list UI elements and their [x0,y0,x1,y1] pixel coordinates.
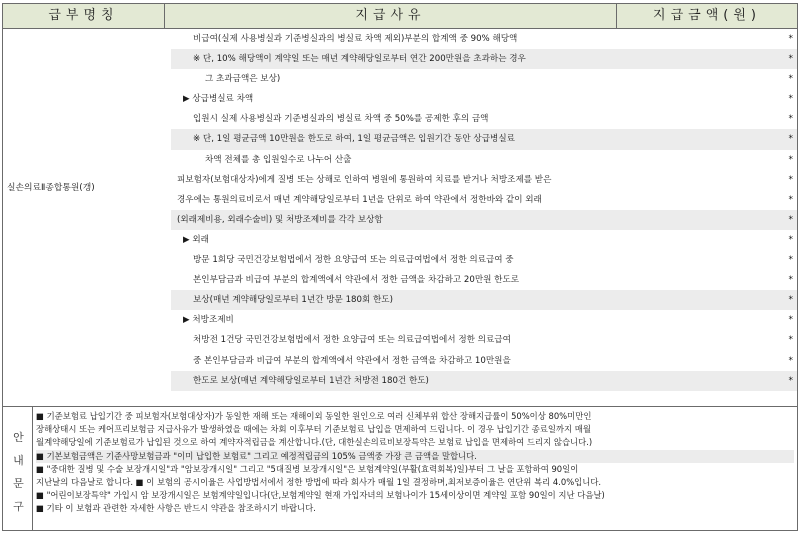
reason-text: 차액 전체를 총 입원일수로 나누어 산출 [205,154,352,165]
table-header [3,4,797,29]
notice-label-char: 문 [13,477,24,490]
reason-text: ▶ 외래 [183,234,209,245]
reason-text: 비급여(실제 사용병실과 기준병실과의 병실료 차액 제외)부분의 합계액 중 90% 해당액 [193,34,518,44]
notice-section [3,406,797,530]
amount-star: * [788,214,793,225]
amount-star: * [788,234,793,245]
reason-text: 그 초과금액은 보상) [205,74,281,85]
amount-star: * [788,335,793,346]
notice-label-char: 내 [13,454,24,467]
amount-star: * [788,255,793,266]
reason-text: ※ 단, 1일 평균금액 10만원을 한도로 하여, 1일 평균금액은 입원기간 동안 상급병실료 [193,134,515,145]
amount-star: * [788,74,793,85]
notice-line: 지난날의 다음날로 합니다. ■ 이 보험의 공시이율은 사업방법서에서 정한 방법에 따라 회사가 매월 1일 결정하며,최저보증이율은 연단위 복리 4.0%입니다. [36,477,602,488]
reason-text: 본인부담금과 비급여 부분의 합계액에서 약관에서 정한 금액을 차감하고 20만원 한도로 [193,275,520,286]
reason-text: ▶ 상급병실료 차액 [183,94,254,105]
notice-line: 장해상태시 또는 케어프리보험금 지급사유가 발생하였을 때에는 차회 이후부터 기준보험료 납입을 면제하여 드립니다. 이 경우 납입기간 종료일까지 매월 [36,424,591,435]
notice-label-char: 안 [13,431,24,444]
reason-text: 피보험자(보험대상자)에게 질병 또는 상해로 인하여 병원에 통원하여 치료를 받거나 처방조제를 받은 [177,174,552,185]
notice-label-char: 구 [13,500,24,513]
reason-text: 경우에는 통원의료비로서 매년 계약해당일로부터 1년을 단위로 하여 약관에서 정한바와 같이 외래 [177,194,542,205]
reason-text: 방문 1회당 국민건강보험법에서 정한 요양급여 또는 의료급여법에서 정한 의료급여 중 [193,255,514,266]
notice-line: 월계약해당일에 기준보험료가 납입된 것으로 하여 계약자적립금을 계산합니다.(단, 대한실손의료비보장특약은 보험료 납입을 면제하여 드리지 않습니다.) [36,437,593,448]
notice-line: ■ 기타 이 보험과 관련한 자세한 사항은 반드시 약관을 참조하시기 바랍니다. [36,503,316,514]
notice-line: ■ 기본보험금액은 기준사망보험금과 "이미 납입한 보험료" 그리고 예정적립금의 105% 금액중 가장 큰 금액을 말합니다. [36,450,794,463]
amount-star: * [788,134,793,145]
amount-star: * [788,54,793,65]
header-payment-reason: 지급사유 [165,4,617,28]
amount-star: * [788,375,793,386]
header-benefit-name: 급부명칭 [3,4,165,28]
category-cell [3,29,171,406]
reason-text: ※ 단, 10% 해당액이 계약일 또는 매년 계약해당일로부터 연간 200만원을 초과하는 경우 [193,54,526,65]
reason-text: 한도로 보상(매년 계약해당일로부터 1년간 처방전 180건 한도) [193,375,429,386]
amount-star: * [788,174,793,185]
amount-star: * [788,94,793,105]
benefit-table [2,3,798,531]
reason-text: 입원시 실제 사용병실과 기준병실과의 병실료 차액 중 50%를 공제한 후의 금액 [193,114,489,125]
reason-text: 보상(매년 계약해당일로부터 1년간 방문 180회 한도) [193,295,393,306]
amount-star: * [788,34,793,44]
amount-star: * [788,355,793,366]
notice-line: ■ "어린이보장특약" 가입시 암 보장개시일은 보험계약일입니다(단,보험계약일 현재 가입자녀의 보험나이가 15세이상이면 계약일 포함 90일이 지난 다음날) [36,490,605,501]
notice-line: ■ "중대한 질병 및 수술 보장개시일"과 "암보장개시일" 그리고 "5대질병 보장개시일"은 보험계약일(부활(효력회복)일)부터 그 날을 포함하여 90일이 [36,463,579,474]
reason-text: (외래제비용, 외래수술비) 및 처방조제비를 각각 보상함 [177,214,383,225]
amount-star: * [788,194,793,205]
reason-text: 처방전 1건당 국민건강보험법에서 정한 요양급여 또는 의료급여법에서 정한 의료급여 [193,335,511,346]
amount-star: * [788,275,793,286]
amount-star: * [788,154,793,165]
reason-text: ▶ 처방조제비 [183,315,234,326]
amount-star: * [788,114,793,125]
category-name: 실손의료Ⅱ종합통원(갱) [7,183,95,193]
reason-text: 중 본인부담금과 비급여 부분의 합계액에서 약관에서 정한 금액을 차감하고 10만원을 [193,355,511,366]
header-payment-amount: 지급금액(원) [653,8,761,23]
notice-label [3,407,33,531]
amount-star: * [788,315,793,326]
amount-star: * [788,295,793,306]
notice-line: ■ 기준보험료 납입기간 중 피보험자(보험대상자)가 동일한 재해 또는 재해이외 동일한 원인으로 여러 신체부위 합산 장해지급률이 50%이상 80%미만인 [36,411,592,421]
notice-text [36,410,794,516]
